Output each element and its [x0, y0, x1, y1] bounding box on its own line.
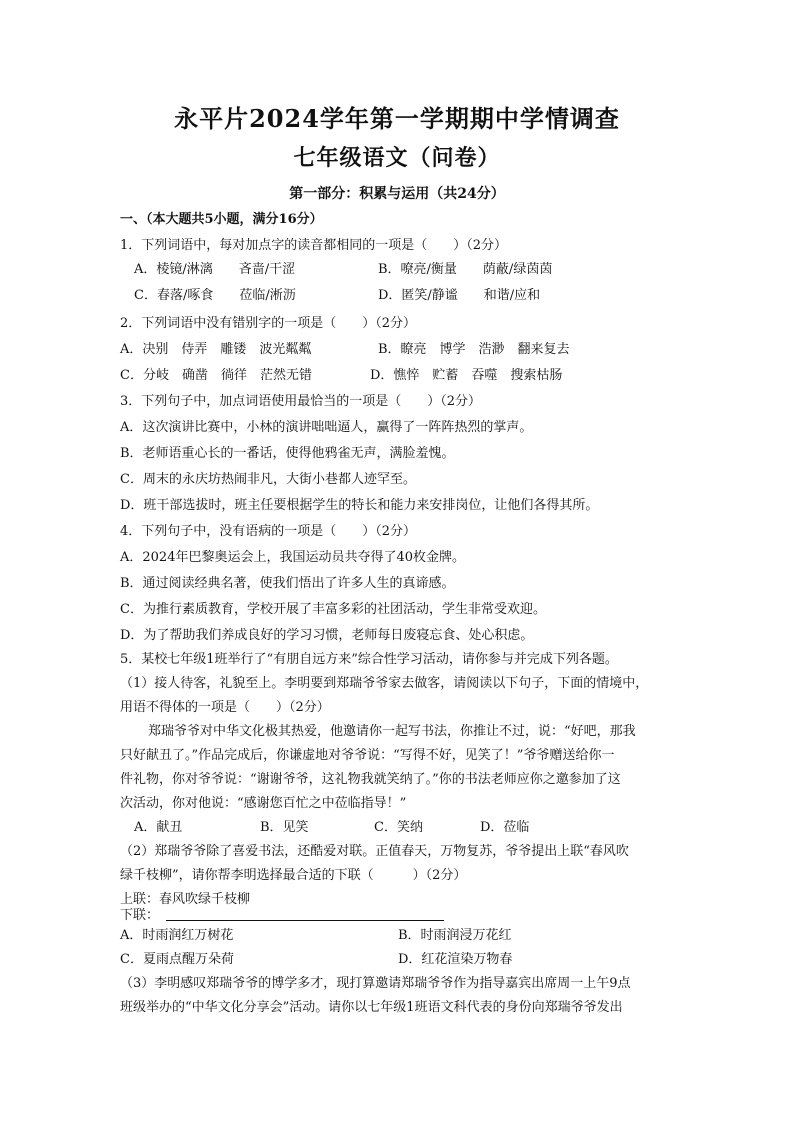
q5-sub2-line1: （2）郑瑞爷爷除了喜爱书法，还酷爱对联。正值春天，万物复苏，爷爷提出上联“春风吹 — [120, 844, 629, 859]
q5-sub1-option-a: A．献丑 — [134, 820, 183, 835]
q5-passage-line4: 次活动，你对他说：“感谢您百忙之中莅临指导！” — [120, 796, 407, 811]
q5-stem: 5．某校七年级1班举行了“有朋自远方来”综合性学习活动，请你参与并完成下列各题。 — [120, 652, 618, 667]
q5-upper-couplet: 上联：春风吹绿千枝柳 — [120, 892, 251, 907]
q5-lower-couplet-label: 下联： — [120, 908, 160, 923]
section-heading: 一、（本大题共5小题，满分16分） — [120, 212, 323, 227]
q1-option-a: A．棱镜/淋漓 吝啬/干涩 — [134, 262, 296, 277]
q2-option-a: A．决别 侍弄 雕镂 波光粼粼 — [120, 342, 312, 357]
exam-title: 永平片2024学年第一学期期中学情调查 — [174, 104, 620, 133]
q5-sub2-option-c: C．夏雨点醒万朵荷 — [120, 952, 234, 967]
q3-option-a: A．这次演讲比赛中，小林的演讲咄咄逼人，赢得了一阵阵热烈的掌声。 — [120, 420, 533, 435]
q5-sub1-line2: 用语不得体的一项是（ ）（2分） — [120, 700, 330, 715]
q1-stem: 1．下列词语中，每对加点字的读音都相同的一项是（ ）（2分） — [120, 238, 508, 253]
q5-sub2-option-d: D．红花渲染万物春 — [398, 952, 513, 967]
q2-stem: 2．下列词语中没有错别字的一项是（ ）（2分） — [120, 316, 417, 331]
q4-option-c: C．为推行素质教育，学校开展了丰富多彩的社团活动，学生非常受欢迎。 — [120, 602, 546, 617]
q5-passage-line1: 郑瑞爷爷对中华文化极其热爱，他邀请你一起写书法，你推让不过，说：“好吧，那我 — [148, 724, 636, 739]
q1-option-d: D．匿笑/静谧 和谐/应和 — [378, 288, 541, 303]
q4-option-b: B．通过阅读经典名著，使我们悟出了许多人生的真谛感。 — [120, 576, 455, 591]
q5-sub1-option-b: B．见笑 — [260, 820, 309, 835]
q1-option-b: B．嘹亮/衡量 荫蔽/绿茵茵 — [378, 262, 553, 277]
part-heading: 第一部分：积累与运用（共24分） — [289, 186, 505, 202]
q3-stem: 3．下列句子中，加点词语使用最恰当的一项是（ ）（2分） — [120, 394, 482, 409]
q3-option-d: D．班干部选拔时，班主任要根据学生的特长和能力来安排岗位，让他们各得其所。 — [120, 498, 599, 513]
q1-option-c: C．春落/啄食 莅临/淅沥 — [134, 288, 296, 303]
q5-passage-line3: 件礼物，你对爷爷说：“谢谢爷爷，这礼物我就笑纳了。”你的书法老师应你之邀参加了这 — [120, 772, 621, 787]
q5-sub1-line1: （1）接人待客，礼貌至上。李明要到郑瑞爷爷家去做客，请阅读以下句子，下面的情境中， — [120, 676, 649, 691]
q4-option-a: A．2024年巴黎奥运会上，我国运动员共夺得了40枚金牌。 — [120, 550, 466, 565]
q5-sub1-option-d: D．莅临 — [480, 820, 530, 835]
q2-option-d: D．憔悴 贮蓄 吞噬 搜索枯肠 — [370, 368, 563, 383]
q2-option-b: B．瞭亮 博学 浩渺 翻来复去 — [378, 342, 570, 357]
exam-subtitle: 七年级语文（问卷） — [293, 145, 501, 171]
q5-sub1-option-c: C．笑纳 — [374, 820, 423, 835]
q5-sub3-line2: 班级举办的“中华文化分享会”活动。请你以七年级1班语文科代表的身份向郑瑞爷爷发出 — [120, 1000, 623, 1015]
q5-sub2-option-b: B．时雨润浸万花红 — [398, 928, 512, 943]
q5-sub3-line1: （3）李明感叹郑瑞爷爷的博学多才，现打算邀请郑瑞爷爷作为指导嘉宾出席周一上午9点 — [120, 976, 631, 991]
q3-option-b: B．老师语重心长的一番话，使得他鸦雀无声，满脸羞愧。 — [120, 446, 455, 461]
q2-option-c: C．分岐 确凿 徜徉 茫然无错 — [120, 368, 312, 383]
q5-sub2-line2: 绿千枝柳”，请你帮李明选择最合适的下联（ ）（2分） — [120, 868, 467, 883]
q3-option-c: C．周末的永庆坊热闹非凡，大街小巷都人迹罕至。 — [120, 472, 416, 487]
q4-option-d: D．为了帮助我们养成良好的学习习惯，老师每日废寝忘食、处心积虑。 — [120, 628, 534, 643]
q5-sub2-option-a: A．时雨润红万树花 — [120, 928, 234, 943]
q5-passage-line2: 只好献丑了。”作品完成后，你谦虚地对爷爷说：“写得不好，见笑了！”爷爷赠送给你一 — [120, 748, 615, 763]
q4-stem: 4．下列句子中，没有语病的一项是（ ）（2分） — [120, 524, 417, 539]
q5-lower-couplet-blank[interactable] — [166, 920, 444, 921]
